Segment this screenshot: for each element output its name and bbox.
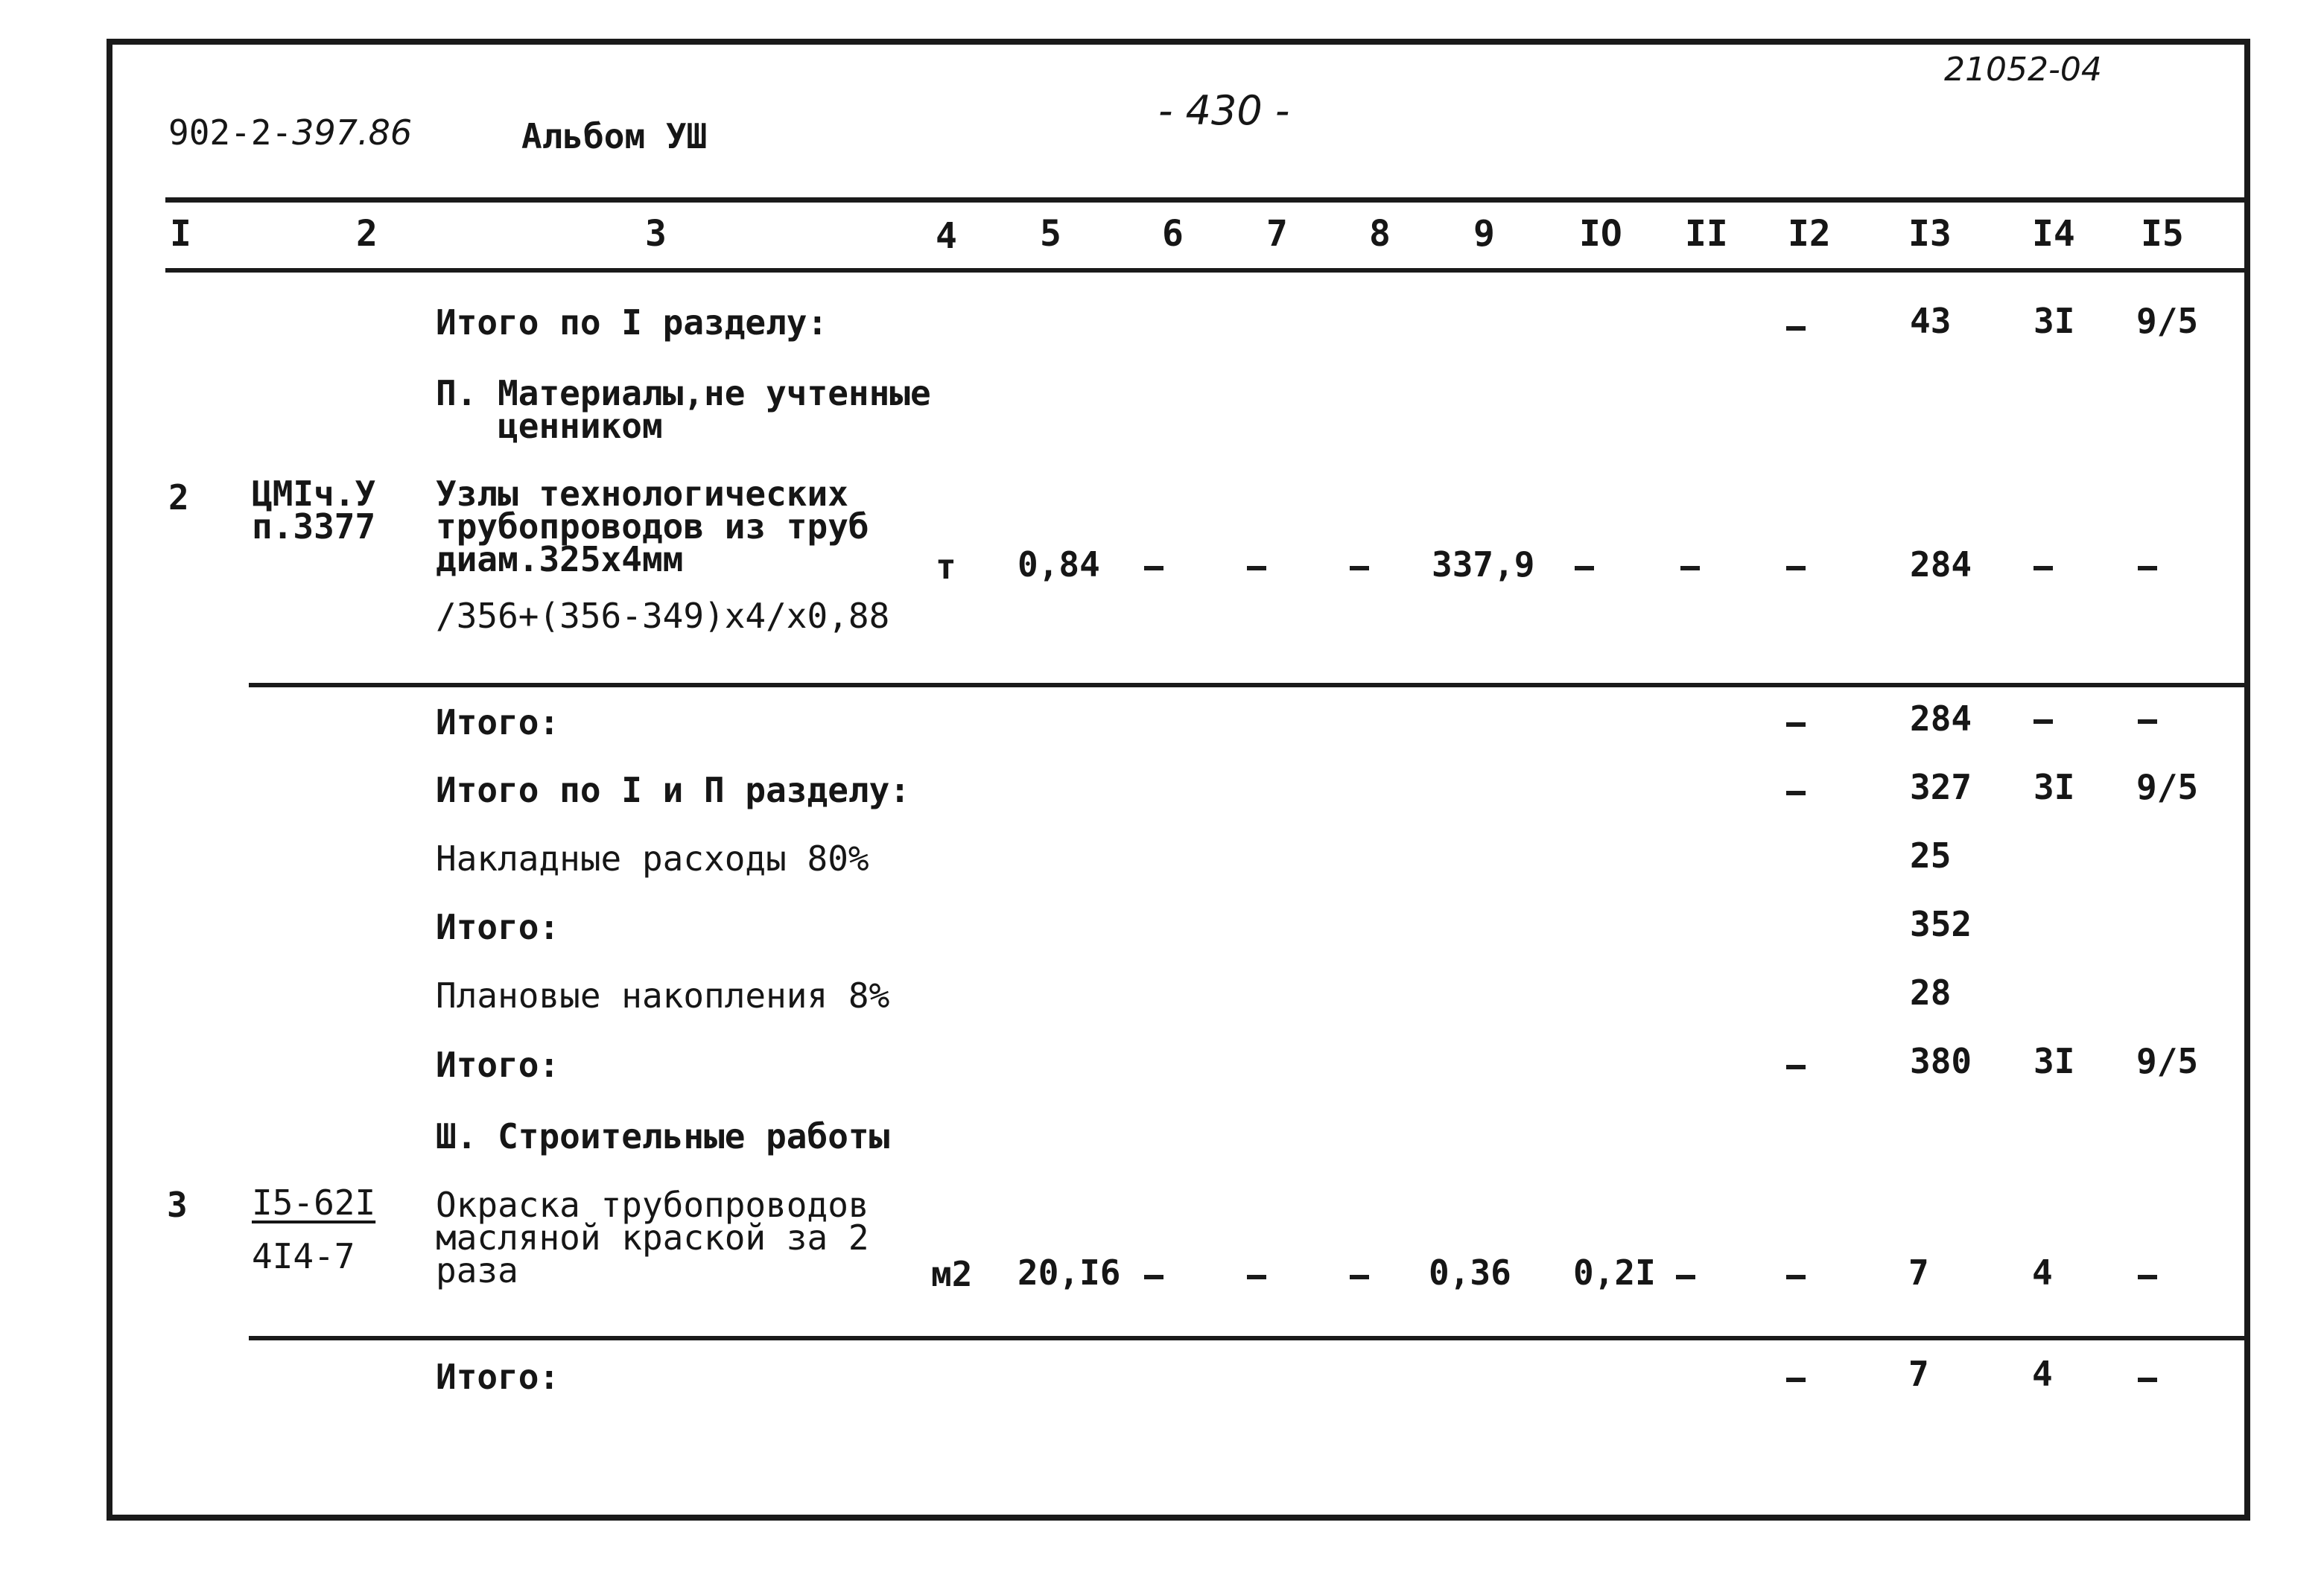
item-code-bottom: 4I4-7 <box>252 1236 355 1276</box>
item-number: 3 <box>167 1185 188 1225</box>
col13-value: 327 <box>1910 767 1972 807</box>
col-header-13: I3 <box>1908 213 1952 255</box>
row-label: Накладные расходы 80% <box>436 838 869 879</box>
col12-dash <box>1786 722 1806 727</box>
item-number: 2 <box>168 477 189 518</box>
col13-value: 380 <box>1910 1041 1972 1081</box>
col12-dash <box>1786 566 1806 570</box>
col8-dash <box>1350 1275 1369 1279</box>
section-heading: Ш. Строительные работы <box>436 1116 890 1156</box>
item-code: ЦМIч.У п.3377 <box>252 474 376 547</box>
page-number: - 430 - <box>1158 87 1290 134</box>
col11-dash <box>1680 566 1700 570</box>
col15-dash <box>2138 566 2157 570</box>
col12-dash <box>1786 326 1806 331</box>
col15-dash <box>2138 1378 2157 1382</box>
row-label: Итого по I разделу: <box>436 302 828 343</box>
doc-number-prefix: 902-2- <box>168 112 293 153</box>
col9-value: 0,36 <box>1429 1253 1511 1293</box>
col-header-4: 4 <box>936 215 957 257</box>
col12-dash <box>1786 1275 1806 1279</box>
col-header-7: 7 <box>1266 213 1288 255</box>
col14-value: 3I <box>2034 767 2075 807</box>
col-header-5: 5 <box>1040 213 1061 255</box>
col12-dash <box>1786 1065 1806 1069</box>
row-label: Итого: <box>436 1045 560 1085</box>
col7-dash <box>1247 566 1266 570</box>
item-description: Окраска трубопроводов масляной краской за 2 раза <box>436 1185 869 1290</box>
header-bottom-rule <box>165 268 2246 273</box>
col9-value: 337,9 <box>1432 544 1535 585</box>
col-header-9: 9 <box>1473 213 1495 255</box>
col12-dash <box>1786 1378 1806 1382</box>
item-unit: т <box>936 547 956 587</box>
col-header-12: I2 <box>1788 213 1831 255</box>
col14-value: 4 <box>2032 1253 2053 1293</box>
item-formula: /356+(356-349)х4/х0,88 <box>436 596 890 636</box>
doc-code: 21052-04 <box>1944 51 2102 89</box>
item-quantity: 20,I6 <box>1017 1253 1121 1293</box>
col-header-2: 2 <box>356 213 378 255</box>
col15-value: 9/5 <box>2136 301 2199 341</box>
section-heading: П. Материалы,не учтенные ценником <box>436 373 931 446</box>
item-code-top: I5-62I <box>252 1183 376 1223</box>
col-header-10: IO <box>1579 213 1622 255</box>
item-unit: м2 <box>931 1254 973 1294</box>
subtotal-rule <box>249 683 2245 687</box>
row-label: Итого: <box>436 702 560 742</box>
col-header-14: I4 <box>2032 213 2075 255</box>
col15-value: 9/5 <box>2136 767 2199 807</box>
col14-dash <box>2034 719 2053 724</box>
col15-dash <box>2138 1275 2157 1279</box>
row-label: Плановые накопления 8% <box>436 976 890 1016</box>
doc-number-suffix: 397.86 <box>292 112 413 153</box>
col14-dash <box>2034 566 2053 570</box>
album-label: Альбом УШ <box>521 116 708 156</box>
col10-value: 0,2I <box>1573 1253 1656 1293</box>
col-header-6: 6 <box>1162 213 1184 255</box>
col15-value: 9/5 <box>2136 1041 2199 1081</box>
row-label: Итого: <box>436 1357 560 1397</box>
col14-value: 4 <box>2032 1354 2053 1394</box>
doc-number <box>168 112 413 153</box>
col-header-3: 3 <box>645 213 667 255</box>
col13-value: 352 <box>1910 904 1972 944</box>
col6-dash <box>1144 566 1163 570</box>
col15-dash <box>2138 719 2157 724</box>
col-header-1: I <box>170 213 191 255</box>
col14-value: 3I <box>2034 1041 2075 1081</box>
col12-dash <box>1786 791 1806 795</box>
subtotal-rule <box>249 1336 2245 1340</box>
item-description: Узлы технологических трубопроводов из труб диам.325х4мм <box>436 474 869 579</box>
col13-value: 7 <box>1908 1354 1929 1394</box>
col13-value: 25 <box>1910 836 1952 876</box>
col13-value: 7 <box>1908 1253 1929 1293</box>
col13-value: 284 <box>1910 544 1972 585</box>
header-top-rule <box>165 197 2246 203</box>
item-quantity: 0,84 <box>1017 544 1100 585</box>
col6-dash <box>1144 1275 1163 1279</box>
col-header-15: I5 <box>2141 213 2184 255</box>
col11-dash <box>1676 1275 1695 1279</box>
row-label: Итого по I и П разделу: <box>436 770 910 810</box>
col13-value: 43 <box>1910 301 1952 341</box>
col7-dash <box>1247 1275 1266 1279</box>
col13-value: 28 <box>1910 973 1952 1013</box>
col13-value: 284 <box>1910 698 1972 739</box>
col14-value: 3I <box>2034 301 2075 341</box>
row-label: Итого: <box>436 907 560 947</box>
col8-dash <box>1350 566 1369 570</box>
col10-dash <box>1575 566 1594 570</box>
col-header-8: 8 <box>1369 213 1391 255</box>
col-header-11: II <box>1685 213 1728 255</box>
